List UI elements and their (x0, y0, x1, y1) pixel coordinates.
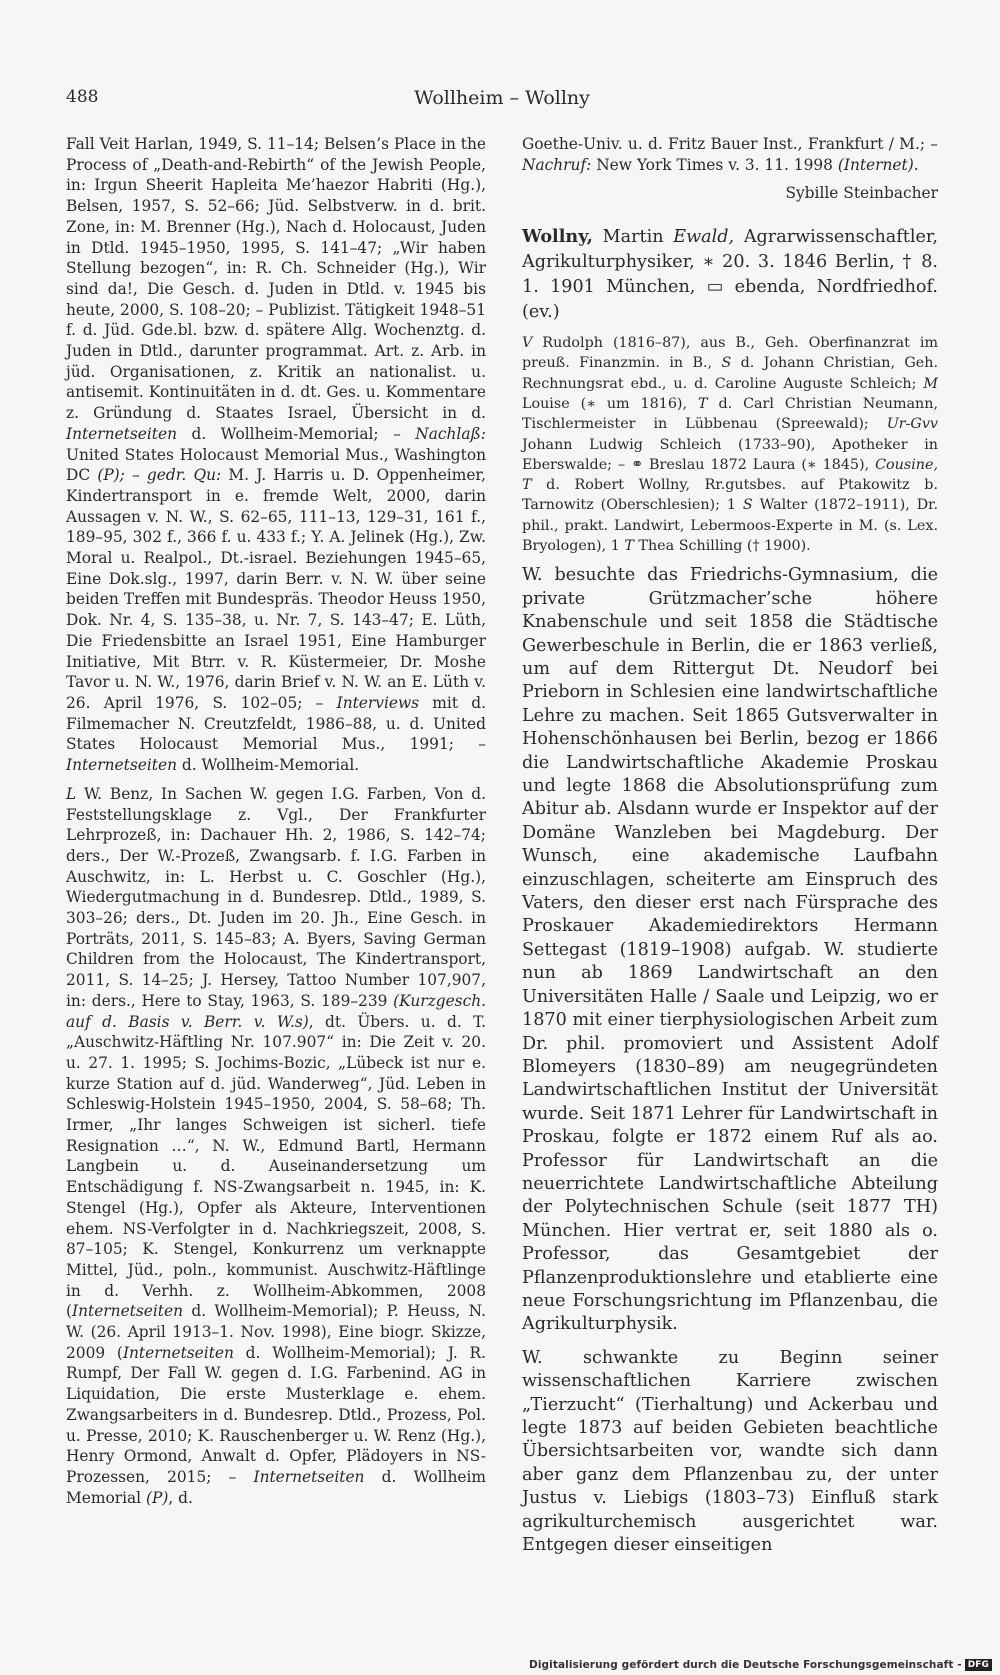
page-number: 488 (66, 87, 99, 107)
genealogy-paragraph: V Rudolph (1816–87), aus B., Geh. Oberfinanzrat im preuß. Finanzmin. in B., S d. Johann Christian, Geh. Rechnungsrat ebd., u. d. Caroline Auguste Schleich; M Louise (∗ um 1816), T d. Carl Christian Neumann, Tischlermeister in Lübbenau (Spreewald); Ur-Gvv Johann Ludwig Schleich (1733–90), Apotheker in Eberswalde; – ⚭ Breslau 1872 Laura (∗ 1845), Cousine, T d. Robert Wollny, Rr.gutsbes. auf Ptakowitz b. Tarnowitz (Oberschlesien); 1 S Walter (1872–1911), Dr. phil., prakt. Landwirt, Lebermoos-Experte in M. (s. Lex. Bryologen), 1 T Thea Schilling († 1900). (522, 335, 938, 555)
entry-heading: Wollny, Martin Ewald, Agrarwissenschaftler, Agrikulturphysiker, ∗ 20. 3. 1846 Berlin, † 8. 1. 1901 München, ▭ ebenda, Nordfriedhof. (ev.) (522, 226, 938, 323)
entry-name: Wollny, (522, 226, 593, 248)
running-title: Wollheim – Wollny (414, 87, 590, 109)
left-column (66, 134, 486, 1508)
biography-paragraph-1: W. besuchte das Friedrichs-Gymnasium, die private Grützmacher’sche höhere Knabenschule und seit 1858 die Städtische Gewerbeschule in Berlin, die er 1863 verließ, um auf dem Rittergut Dt. Neudorf bei Prieborn in Schlesien eine landwirtschaftliche Lehre zu machen. Seit 1865 Gutsverwalter in Hohenschönhausen bei Berlin, bezog er 1866 die Landwirtschaftliche Akademie Proskau und legte 1868 die Absolutionsprüfung zum Abitur ab. Alsdann wurde er Inspektor auf der Domäne Wanzleben bei Magdeburg. Der Wunsch, eine akademische Laufbahn einzuschlagen, scheiterte am Einspruch des Vaters, den dieser erst nach Fürsprache des Proskauer Akademiedirektors Hermann Settegast (1819–1908) aufgab. W. studierte nun ab 1869 Landwirtschaft an den Universitäten Halle / Saale und Leipzig, wo er 1870 mit einer tierphysiologischen Arbeit zum Dr. phil. promoviert und Assistent Adolf Blomeyers (1830–89) am neugegründeten Landwirtschaftlichen Institut der Universität wurde. Seit 1871 Lehrer für Landwirtschaft in Proskau, folgte er 1872 einem Ruf als ao. Professor für Landwirtschaft an die neuerrichtete Landwirtschaftliche Abteilung der Polytechnischen Schule (seit 1877 TH) München. Hier vertrat er, seit 1880 als o. Professor, das Gesamtgebiet der Pflanzenproduktionslehre und etablierte eine neue Forschungsrichtung im Pflanzenbau, die Agrikulturphysik. (522, 565, 938, 1335)
sources-continuation: Goethe-Univ. u. d. Fritz Bauer Inst., Frankfurt / M.; – Nachruf: New York Times v. 3. 11. 1998 (Internet). (522, 135, 938, 174)
page-header (66, 87, 938, 117)
sources-paragraph: Fall Veit Harlan, 1949, S. 11–14; Belsen’s Place in the Process of „Death-and-Rebirth“ of the Jewish People, in: Irgun Sheerit Hapleita Me’haezor Habriti (Hg.), Belsen, 1957, S. 52–66; Jüd. Selbstverw. in d. brit. Zone, in: M. Brenner (Hg.), Nach d. Holocaust, Juden in Dtld. 1945–1950, 1995, S. 141–47; „Wir haben Stellung bezogen“, in: R. Ch. Schneider (Hg.), Wir sind da!, Die Gesch. d. Juden in Dtld. v. 1945 bis heute, 2000, S. 108–20; – Publizist. Tätigkeit 1948–51 f. d. Jüd. Gde.bl. bzw. d. spätere Allg. Wochenztg. d. Juden in Dtld., darunter programmat. Art. z. Arb. in jüd. Organisationen, z. Kritik an nationalist. u. antisemit. Kontinuitäten in d. dt. Ges. u. Kommentare z. Gründung d. Staates Israel, Übersicht in d. Internetseiten d. Wollheim-Memorial; – Nachlaß: United States Holocaust Memorial Mus., Washington DC (P); – gedr. Qu: M. J. Harris u. D. Oppenheimer, Kindertransport in e. fremde Welt, 2000, darin Aussagen v. N. W., S. 62–65, 111–13, 129–31, 161 f., 189–95, 302 f., 366 f. u. 433 f.; Y. A. Jelinek (Hg.), Zw. Moral u. Realpol., Dt.-israel. Beziehungen 1945–65, Eine Dok.slg., 1997, darin Berr. v. N. W. über seine beiden Treffen mit Bundespräs. Theodor Heuss 1950, Dok. Nr. 4, S. 135–38, u. Nr. 7, S. 143–47; E. Lüth, Die Friedensbitte an Israel 1951, Eine Hamburger Initiative, Mit Btrr. v. R. Küstermeier, Dr. Moshe Tavor u. N. W., 1976, darin Brief v. N. W. an E. Lüth v. 26. April 1976, S. 102–05; – Interviews mit d. Filmemacher N. Creutzfeldt, 1986–88, u. d. United States Holocaust Memorial Mus., 1991; – Internetseiten d. Wollheim-Memorial. (66, 135, 486, 775)
dfg-logo: DFG (965, 1659, 992, 1671)
digitization-footer (529, 1659, 992, 1671)
literature-paragraph: L W. Benz, In Sachen W. gegen I.G. Farben, Von d. Feststellungsklage z. Vgl., Der Frankfurter Lehrprozeß, in: Dachauer Hh. 2, 1986, S. 142–74; ders., Der W.-Prozeß, Zwangsarb. f. I.G. Farben in Auschwitz, in: L. Herbst u. C. Goschler (Hg.), Wiedergutmachung in d. Bundesrep. Dtld., 1989, S. 303–26; ders., Dt. Juden im 20. Jh., Eine Gesch. in Porträts, 2011, S. 145–83; A. Byers, Saving German Children from the Holocaust, The Kindertransport, 2011, S. 14–25; J. Hersey, Tattoo Number 107,907, in: ders., Here to Stay, 1963, S. 189–239 (Kurzgesch. auf d. Basis v. Berr. v. W.s), dt. Übers. u. d. T. „Auschwitz-Häftling Nr. 107.907“ in: Die Zeit v. 20. u. 27. 1. 1995; S. Jochims-Bozic, „Lübeck ist nur e. kurze Station auf d. jüd. Wanderweg“, Jüd. Leben in Schleswig-Holstein 1945–1950, 2004, S. 58–68; Th. Irmer, „Ihr langes Schweigen ist sicherl. tiefe Resignation …“, N. W., Edmund Bartl, Hermann Langbein u. d. Auseinandersetzung um Entschädigung f. NS-Zwangsarbeit n. 1945, in: K. Stengel (Hg.), Opfer als Akteure, Interventionen ehem. NS-Verfolgter in d. Nachkriegszeit, 2008, S. 87–105; K. Stengel, Konkurrenz um verknappte Mittel, Jüd., poln., kommunist. Auschwitz-Häftlinge in d. Verhh. z. Wollheim-Abkommen, 2008 (Internetseiten d. Wollheim-Memorial); P. Heuss, N. W. (26. April 1913–1. Nov. 1998), Eine biogr. Skizze, 2009 (Internetseiten d. Wollheim-Memorial); J. R. Rumpf, Der Fall W. gegen d. I.G. Farbenind. AG in Liquidation, Die erste Musterklage e. ehem. Zwangsarbeiters in d. Bundesrep. Dtld., Prozess, Pol. u. Presse, 2010; K. Rauschenberger u. W. Renz (Hg.), Henry Ormond, Anwalt d. Opfer, Plädoyers in NS-Prozessen, 2015; – Internetseiten d. Wollheim Memorial (P), d. (66, 784, 486, 1507)
footer-text: Digitalisierung gefördert durch die Deutsche Forschungsgemeinschaft - (529, 1659, 962, 1671)
biography-paragraph-2: W. schwankte zu Beginn seiner wissenschaftlichen Karriere zwischen „Tierzucht“ (Tierhaltung) und Ackerbau und legte 1873 auf beiden Gebieten beachtliche Übersichtsarbeiten vor, wandte sich dann aber ganz dem Pflanzenbau zu, der unter Justus v. Liebigs (1803–73) Einfluß stark agrikulturchemisch ausgerichtet war. Entgegen dieser einseitigen (522, 1347, 938, 1556)
author-signature: Sybille Steinbacher (785, 184, 938, 203)
right-column (522, 134, 938, 1557)
